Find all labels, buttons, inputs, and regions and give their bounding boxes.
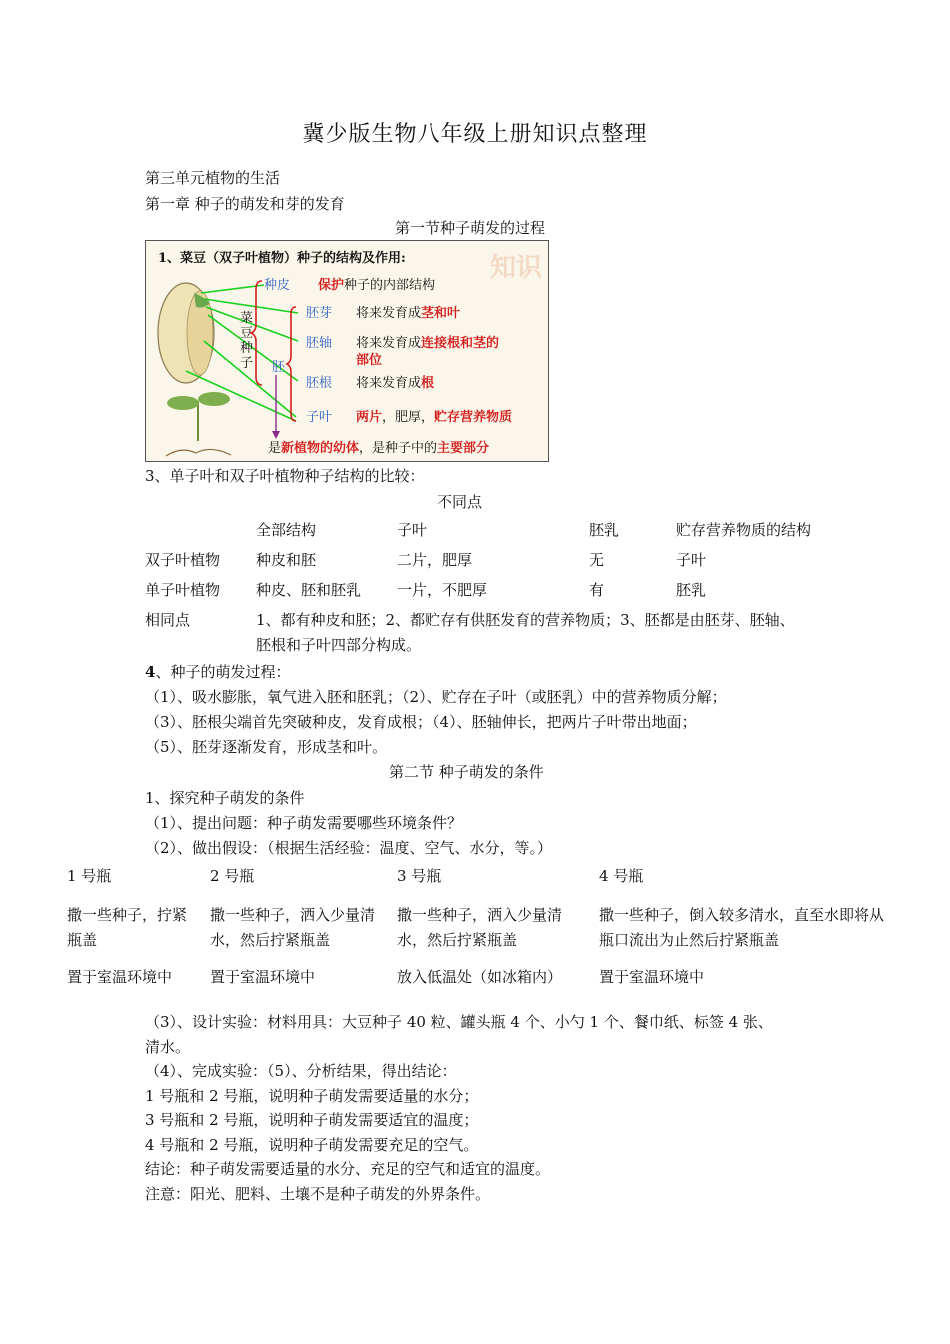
seed-label-1: 菜	[240, 311, 254, 326]
result-line: 3 号瓶和 2 号瓶，说明种子萌发需要适宜的温度；	[145, 1111, 479, 1129]
col-header: 胚乳	[589, 521, 620, 539]
table-cell: 二片，肥厚	[397, 551, 473, 569]
bottle-env: 置于室温环境中	[67, 968, 173, 986]
table-cell: 无	[589, 551, 605, 569]
finish-line: （4）、完成实验：（5）、分析结果，得出结论：	[145, 1062, 457, 1080]
section1-heading: 第一节种子萌发的过程	[395, 219, 546, 237]
conclusion-line: 结论：种子萌发需要适量的水分、充足的空气和适宜的温度。	[145, 1160, 551, 1178]
bottle-setup: 撒一些种子，拧紧	[67, 906, 188, 924]
bottle-setup: 瓶口流出为止然后拧紧瓶盖	[599, 931, 780, 949]
bottle-env: 放入低温处（如冰箱内）	[397, 968, 563, 986]
table-cell: 一片，不肥厚	[397, 581, 488, 599]
part-desc-plumule: 将来发育成茎和叶	[356, 306, 461, 321]
same-text-line2: 胚根和子叶四部分构成。	[256, 636, 422, 654]
seed-illustration	[146, 241, 548, 461]
table-cell: 种皮和胚	[256, 551, 317, 569]
design-line2: 清水。	[145, 1038, 191, 1056]
compare-diff-label: 不同点	[437, 493, 483, 511]
seed-label-4: 子	[240, 356, 254, 371]
bottle-setup: 水，然后拧紧瓶盖	[397, 931, 518, 949]
part-desc-radicle: 将来发育成根	[356, 376, 435, 391]
germination-step-line: （5）、胚芽逐渐发育，形成茎和叶。	[145, 738, 388, 756]
chapter-heading: 第一章 种子的萌发和芽的发育	[145, 195, 345, 213]
row-label: 单子叶植物	[145, 581, 221, 599]
bottle-setup: 撒一些种子，洒入少量清	[397, 906, 563, 924]
part-desc-hypocotyl-cont: 部位	[356, 353, 383, 368]
col-header: 子叶	[397, 521, 428, 539]
bottle-name: 3 号瓶	[397, 867, 442, 885]
bottle-env: 置于室温环境中	[210, 968, 316, 986]
seed-label-2: 豆	[240, 326, 254, 341]
bottle-name: 4 号瓶	[599, 867, 644, 885]
bottle-env: 置于室温环境中	[599, 968, 705, 986]
bottle-setup: 撒一些种子，倒入较多清水，直至水即将从	[599, 906, 885, 924]
unit-heading: 第三单元植物的生活	[145, 169, 281, 187]
diagram-watermark: 知识	[489, 253, 542, 283]
compare-heading: 3、单子叶和双子叶植物种子结构的比较：	[145, 467, 425, 485]
part-name-plumule: 胚芽	[306, 306, 333, 321]
note-line: 注意：阳光、肥料、土壤不是种子萌发的外界条件。	[145, 1185, 491, 1203]
part-desc-cotyledon: 两片，肥厚，贮存营养物质	[356, 410, 513, 425]
part-desc-hypocotyl: 将来发育成连接根和茎的	[356, 336, 500, 351]
bottle-setup: 撒一些种子，洒入少量清	[210, 906, 376, 924]
seed-label-3: 种	[240, 341, 254, 356]
part-name-cotyledon: 子叶	[306, 410, 333, 425]
explore-question: （1）、提出问题：种子萌发需要哪些环境条件？	[145, 814, 463, 832]
design-line1: （3）、设计实验：材料用具：大豆种子 40 粒、罐头瓶 4 个、小勺 1 个、餐巾纸、标签 4 张、	[145, 1013, 773, 1031]
col-header: 全部结构	[256, 521, 317, 539]
bottle-setup: 水，然后拧紧瓶盖	[210, 931, 331, 949]
row-label: 双子叶植物	[145, 551, 221, 569]
table-cell: 胚乳	[676, 581, 707, 599]
section2-heading: 第二节 种子萌发的条件	[389, 763, 544, 781]
same-label: 相同点	[145, 611, 191, 629]
part-desc-seed-coat: 保护种子的内部结构	[318, 278, 436, 293]
explore-heading: 1、探究种子萌发的条件	[145, 789, 305, 807]
embryo-label: 胚	[272, 360, 286, 375]
bottle-setup: 瓶盖	[67, 931, 98, 949]
table-cell: 种皮、胚和胚乳	[256, 581, 362, 599]
page-title: 冀少版生物八年级上册知识点整理	[302, 122, 648, 147]
diagram-heading: 1、菜豆（双子叶植物）种子的结构及作用:	[158, 251, 406, 266]
germination-step-line: （1）、吸水膨胀，氧气进入胚和胚乳；（2）、贮存在子叶（或胚乳）中的营养物质分解；	[145, 688, 727, 706]
result-line: 4 号瓶和 2 号瓶，说明种子萌发需要充足的空气。	[145, 1136, 479, 1154]
germination-heading: 4、种子的萌发过程：	[145, 663, 291, 681]
explore-hypothesis: （2）、做出假设：（根据生活经验：温度、空气、水分，等。）	[145, 839, 553, 857]
result-line: 1 号瓶和 2 号瓶，说明种子萌发需要适量的水分；	[145, 1087, 479, 1105]
table-cell: 有	[589, 581, 605, 599]
seed-structure-diagram	[145, 240, 549, 462]
bottle-name: 1 号瓶	[67, 867, 112, 885]
part-name-hypocotyl: 胚轴	[306, 336, 333, 351]
part-name-radicle: 胚根	[306, 376, 333, 391]
part-name-seed-coat: 种皮	[264, 278, 291, 293]
bottle-name: 2 号瓶	[210, 867, 255, 885]
col-header: 贮存营养物质的结构	[676, 521, 812, 539]
germination-step-line: （3）、胚根尖端首先突破种皮，发育成根；（4）、胚轴伸长，把两片子叶带出地面；	[145, 713, 697, 731]
diagram-summary: 是新植物的幼体，是种子中的主要部分	[268, 441, 490, 456]
same-text-line1: 1、都有种皮和胚；2、都贮存有供胚发育的营养物质；3、胚都是由胚芽、胚轴、	[256, 611, 795, 629]
table-cell: 子叶	[676, 551, 707, 569]
